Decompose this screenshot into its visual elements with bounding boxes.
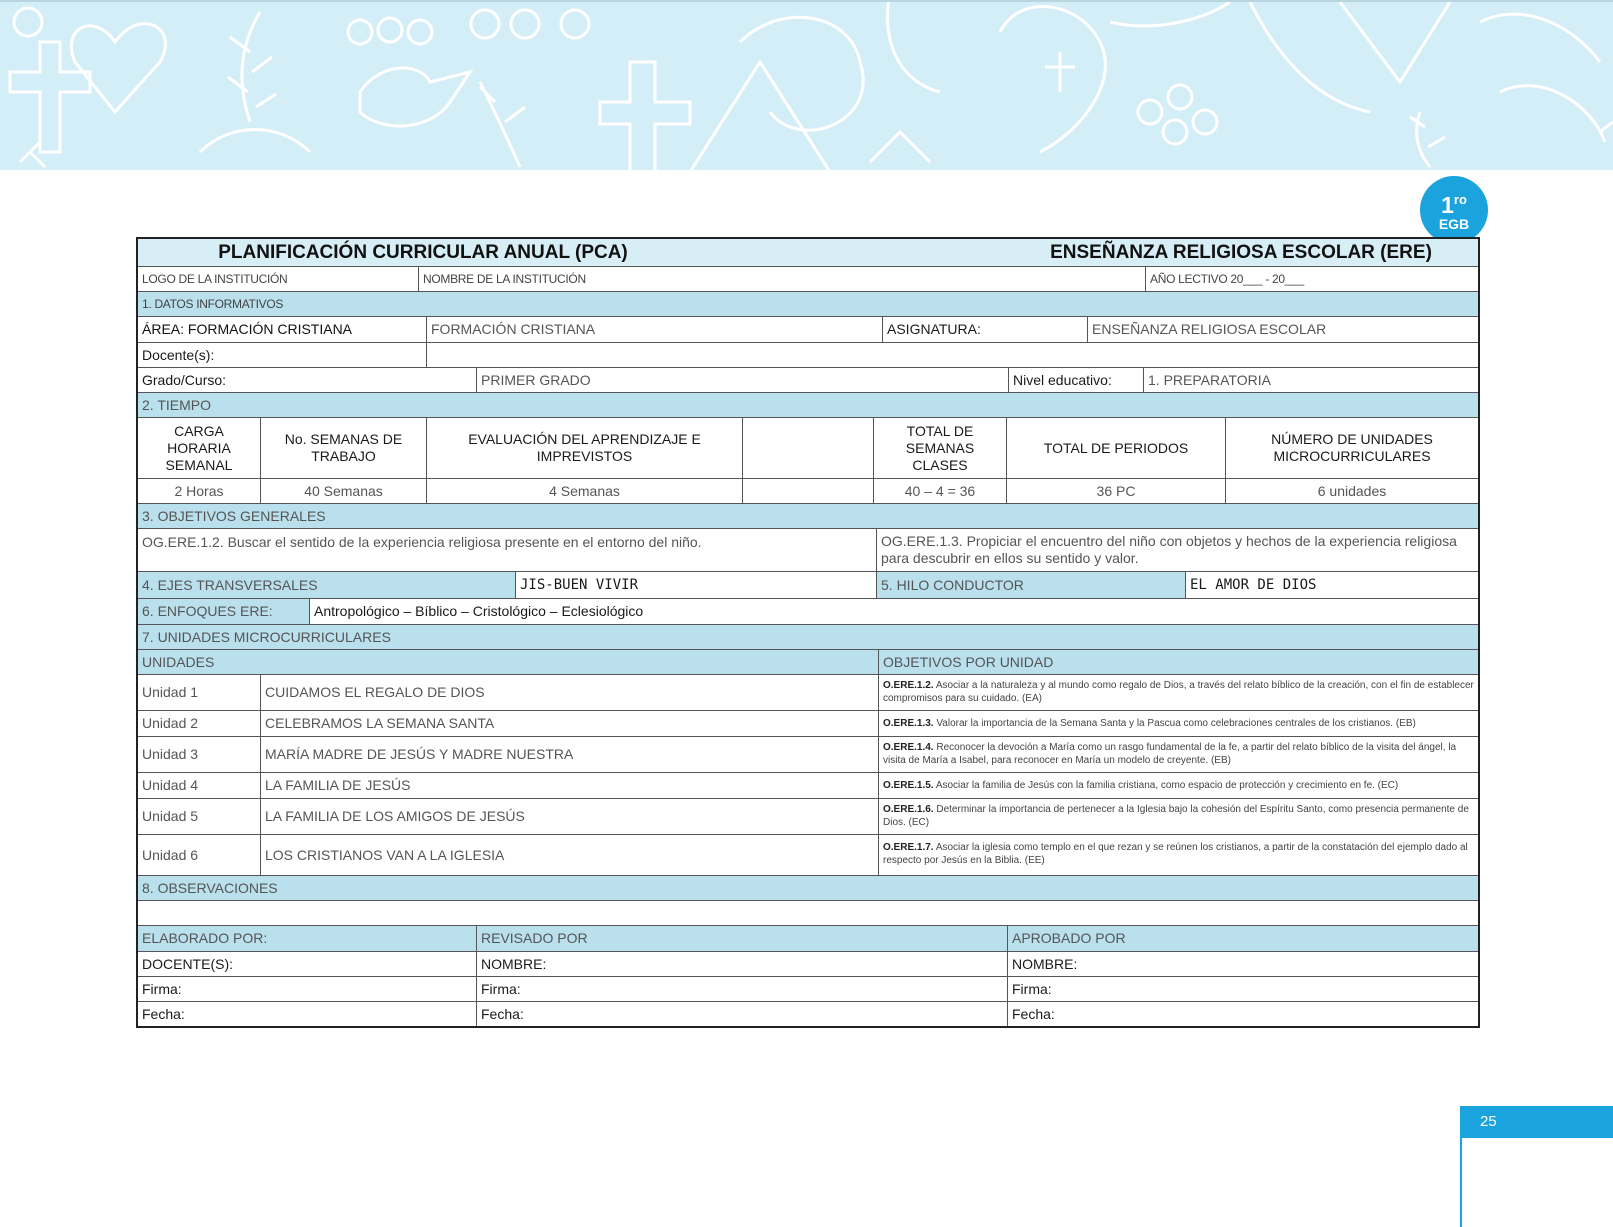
signature-name-row: [138, 952, 1478, 977]
docente-value[interactable]: [427, 343, 1478, 367]
institution-row: [138, 267, 1478, 292]
unit-title: LA FAMILIA DE LOS AMIGOS DE JESÚS: [261, 799, 879, 834]
title-right: ENSEÑANZA RELIGIOSA ESCOLAR (ERE): [1050, 242, 1432, 263]
firma-label: Firma:: [138, 977, 477, 1001]
signature-fecha-row: [138, 1002, 1478, 1026]
grade-number: $1^{ro}$: [1441, 192, 1467, 218]
pca-form: [136, 237, 1480, 1028]
table-row: [138, 773, 1478, 799]
hilo-label: 5. HILO CONDUCTOR: [877, 572, 1186, 598]
table-row: [138, 835, 1478, 876]
title-left: PLANIFICACIÓN CURRICULAR ANUAL (PCA): [218, 242, 628, 263]
tiempo-value: [743, 479, 874, 503]
asignatura-label: ASIGNATURA:: [883, 317, 1088, 342]
objetivo-general-right: OG.ERE.1.3. Propiciar el encuentro del niño con objetos y hechos de la experiencia religiosa para descubrir en ellos su sentido y valor.: [881, 533, 1457, 566]
unit-number: Unidad 1: [138, 675, 261, 710]
enfoques-row: [138, 599, 1478, 625]
nombre-label: NOMBRE:: [1012, 955, 1078, 972]
fecha-label: Fecha:: [138, 1002, 477, 1026]
unit-number: Unidad 3: [138, 737, 261, 772]
unit-title: CELEBRAMOS LA SEMANA SANTA: [261, 711, 879, 736]
unit-number: Unidad 4: [138, 773, 261, 798]
tiempo-header: EVALUACIÓN DEL APRENDIZAJE E IMPREVISTOS: [427, 418, 743, 478]
tiempo-header: TOTAL DE PERIODOS: [1007, 418, 1226, 478]
unit-objective: O.ERE.1.2. Asociar a la naturaleza y al mundo como regalo de Dios, a través del relato bíblico de la creación, con el fin de establecer compromisos para su cuidado. (EA): [883, 680, 1474, 704]
logo-label: LOGO DE LA INSTITUCIÓN: [138, 267, 419, 291]
nivel-label: Nivel educativo:: [1009, 368, 1144, 392]
unit-number: Unidad 2: [138, 711, 261, 736]
tiempo-value: 6 unidades: [1317, 482, 1387, 499]
grado-row: [138, 368, 1478, 393]
institution-label: NOMBRE DE LA INSTITUCIÓN: [419, 267, 1146, 291]
enfoques-label: 6. ENFOQUES ERE:: [138, 599, 310, 624]
grado-label: Grado/Curso:: [138, 368, 477, 392]
elaborado-label: ELABORADO POR:: [138, 926, 477, 951]
unit-title: CUIDAMOS EL REGALO DE DIOS: [261, 675, 879, 710]
asignatura-value: ENSEÑANZA RELIGIOSA ESCOLAR: [1092, 321, 1327, 337]
table-row: [138, 675, 1478, 711]
nombre-label: NOMBRE:: [477, 952, 1008, 976]
tiempo-header: No. SEMANAS DE TRABAJO: [261, 418, 427, 478]
table-row: [138, 799, 1478, 835]
unit-objective: O.ERE.1.4. Reconocer la devoción a María como un rasgo fundamental de la fe, a partir del relato bíblico de la visita del ángel, la visita de María a Isabel, para reconocer en María un modelo de creyente. (EB): [883, 742, 1457, 766]
section-tiempo-label: 2. TIEMPO: [142, 396, 211, 413]
fecha-label: Fecha:: [1012, 1005, 1055, 1022]
docente-row: [138, 343, 1478, 368]
area-value: FORMACIÓN CRISTIANA: [427, 317, 883, 342]
unit-objective: O.ERE.1.6. Determinar la importancia de pertenecer a la Iglesia bajo la cohesión del Espíritu Santo, como presencia permanente de Dios. (EC): [883, 804, 1469, 828]
tiempo-value-row: [138, 479, 1478, 504]
unidades-header-row: [138, 650, 1478, 675]
tiempo-header: CARGA HORARIA SEMANAL: [138, 418, 261, 478]
section-datos: [138, 292, 1478, 317]
fecha-label: Fecha:: [477, 1002, 1008, 1026]
section-unidades: [138, 625, 1478, 650]
unidades-col-left: UNIDADES: [138, 650, 879, 674]
observaciones-field[interactable]: [138, 901, 1478, 926]
tiempo-header: TOTAL DE SEMANAS CLASES: [874, 418, 1007, 478]
section-observaciones: [138, 876, 1478, 901]
unit-title: LOS CRISTIANOS VAN A LA IGLESIA: [261, 835, 879, 875]
nivel-value: 1. PREPARATORIA: [1148, 371, 1271, 388]
unit-objective: O.ERE.1.7. Asociar la iglesia como templo en el que rezan y se reúnen los cristianos, a partir de la constatación del ejemplo dado al respecto por Jesús en la Biblia. (EE): [883, 842, 1468, 866]
hilo-value: EL AMOR DE DIOS: [1190, 576, 1317, 593]
tiempo-value: 40 – 4 = 36: [874, 479, 1007, 503]
tiempo-value: 40 Semanas: [261, 479, 427, 503]
ejes-row: [138, 572, 1478, 599]
firma-label: Firma:: [477, 977, 1008, 1001]
grado-value: PRIMER GRADO: [477, 368, 1009, 392]
unit-objective: O.ERE.1.3. Valorar la importancia de la Semana Santa y la Pascua como celebraciones centrales de los cristianos. (EB): [883, 718, 1416, 729]
observaciones-value[interactable]: [138, 901, 1478, 925]
unit-title: LA FAMILIA DE JESÚS: [261, 773, 879, 798]
section-objetivos-label: 3. OBJETIVOS GENERALES: [142, 507, 326, 524]
signature-header-row: [138, 926, 1478, 952]
tiempo-header: NÚMERO DE UNIDADES MICROCURRICULARES: [1271, 431, 1433, 464]
tiempo-header: [743, 418, 874, 478]
signature-firma-row: [138, 977, 1478, 1002]
tiempo-value: 2 Horas: [138, 479, 261, 503]
revisado-label: REVISADO POR: [477, 926, 1008, 951]
page-number: 25: [1460, 1106, 1613, 1138]
firma-label: Firma:: [1012, 980, 1052, 997]
tiempo-value: 36 PC: [1007, 479, 1226, 503]
docente-label: Docente(s):: [138, 343, 427, 367]
enfoques-value: Antropológico – Bíblico – Cristológico – Eclesiológico: [314, 603, 644, 619]
decorative-banner: [0, 0, 1613, 170]
section-unidades-label: 7. UNIDADES MICROCURRICULARES: [142, 628, 391, 645]
table-row: [138, 711, 1478, 737]
grade-level: EGB: [1438, 216, 1470, 232]
unit-number: Unidad 5: [138, 799, 261, 834]
tiempo-value: 4 Semanas: [427, 479, 743, 503]
religious-pattern-icon: [0, 2, 1613, 170]
year-label: AÑO LECTIVO 20___ - 20___: [1150, 271, 1304, 286]
grade-badge: [1420, 176, 1488, 244]
ejes-value: JIS-BUEN VIVIR: [516, 572, 877, 598]
area-row: [138, 317, 1478, 343]
table-row: [138, 737, 1478, 773]
section-tiempo: [138, 393, 1478, 418]
unit-title: MARÍA MADRE DE JESÚS Y MADRE NUESTRA: [261, 737, 879, 772]
ejes-label: 4. EJES TRANSVERSALES: [138, 572, 516, 598]
title-row: [138, 239, 1478, 267]
unit-objective: O.ERE.1.5. Asociar la familia de Jesús con la familia cristiana, como espacio de protección y crecimiento en fe. (EC): [883, 780, 1399, 791]
unidades-col-right: OBJETIVOS POR UNIDAD: [883, 653, 1054, 670]
docentes-label: DOCENTE(S):: [138, 952, 477, 976]
section-datos-label: 1. DATOS INFORMATIVOS: [142, 296, 284, 311]
unit-number: Unidad 6: [138, 835, 261, 875]
section-objetivos: [138, 504, 1478, 529]
objetivo-general-left: OG.ERE.1.2. Buscar el sentido de la experiencia religiosa presente en el entorno del niño.: [138, 529, 877, 571]
section-observaciones-label: 8. OBSERVACIONES: [142, 879, 278, 896]
objetivos-row: [138, 529, 1478, 572]
aprobado-label: APROBADO POR: [1012, 930, 1126, 946]
tiempo-header-row: [138, 418, 1478, 479]
page-margin-rule: [1460, 1106, 1462, 1227]
area-label: ÁREA: FORMACIÓN CRISTIANA: [138, 317, 427, 342]
